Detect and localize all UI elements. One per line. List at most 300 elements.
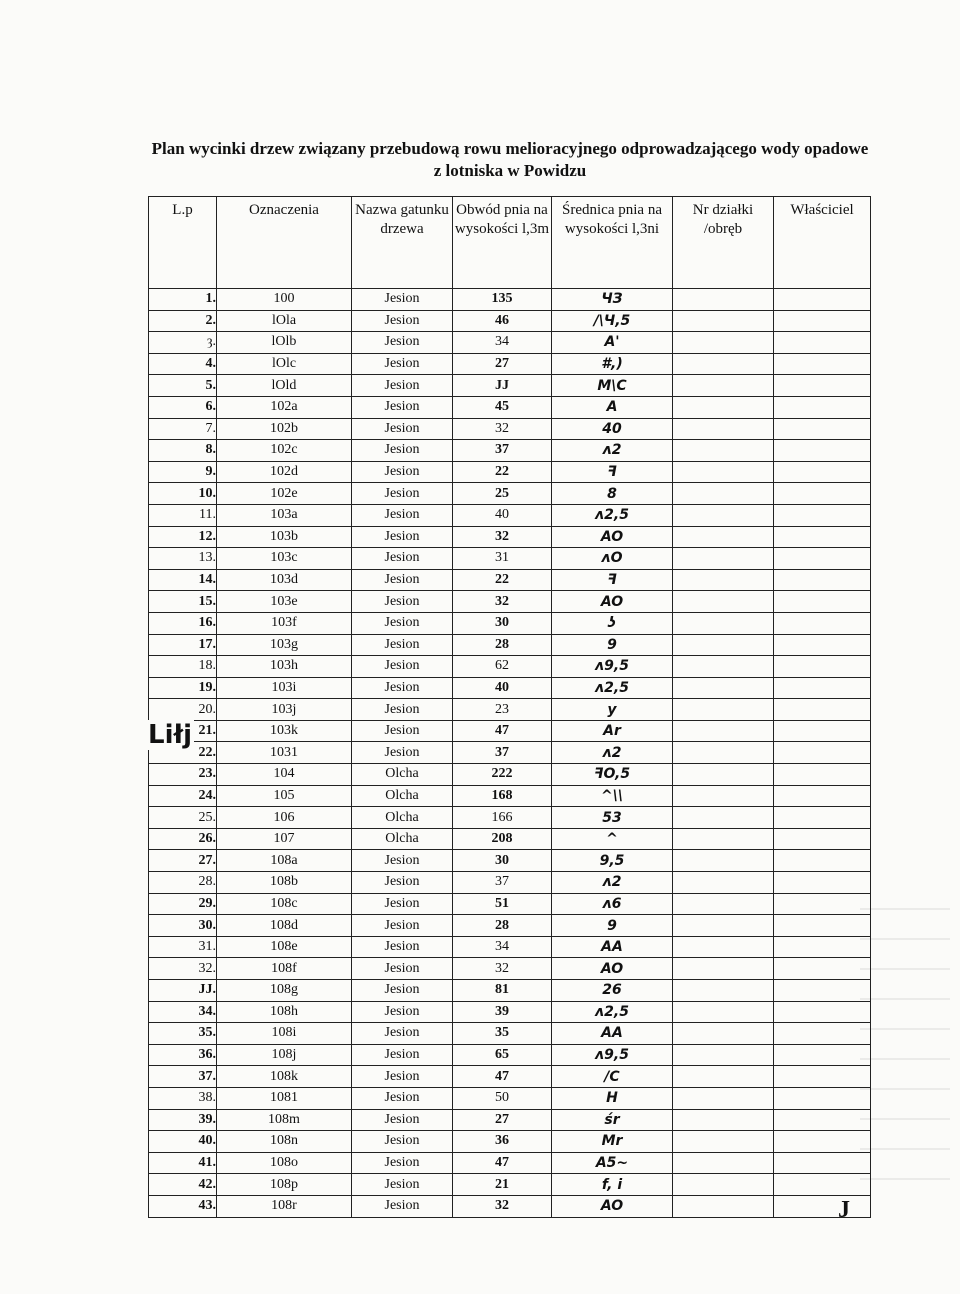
cell-plot	[673, 828, 774, 850]
cell-circumference: 37	[453, 440, 552, 462]
cell-diameter: 8	[552, 483, 673, 505]
cell-code: 108c	[217, 893, 352, 915]
table-row	[149, 872, 871, 894]
cell-plot	[673, 332, 774, 354]
cell-lp: 22.	[149, 742, 217, 764]
cell-circumference: 28	[453, 634, 552, 656]
cell-code: 108j	[217, 1044, 352, 1066]
cell-species: Jesion	[352, 526, 453, 548]
cell-diameter: /\Ч,5	[552, 310, 673, 332]
cell-lp: 40.	[149, 1131, 217, 1153]
cell-owner	[774, 742, 871, 764]
cell-code: lOlb	[217, 332, 352, 354]
cell-circumference: 25	[453, 483, 552, 505]
cell-plot	[673, 785, 774, 807]
cell-species: Jesion	[352, 1195, 453, 1217]
cell-code: 103b	[217, 526, 352, 548]
cell-species: Jesion	[352, 289, 453, 311]
cell-lp: 39.	[149, 1109, 217, 1131]
cell-circumference: 30	[453, 612, 552, 634]
table-row	[149, 656, 871, 678]
cell-code: 108o	[217, 1152, 352, 1174]
table-row	[149, 1023, 871, 1045]
table-row	[149, 677, 871, 699]
cell-lp: 30.	[149, 915, 217, 937]
cell-owner	[774, 591, 871, 613]
cell-circumference: 51	[453, 893, 552, 915]
cell-circumference: 37	[453, 742, 552, 764]
cell-lp: 7.	[149, 418, 217, 440]
header-species: Nazwa gatunku drzewa	[352, 197, 453, 289]
cell-species: Jesion	[352, 612, 453, 634]
header-owner: Właściciel	[774, 197, 871, 289]
table-row	[149, 504, 871, 526]
cell-code: 102d	[217, 461, 352, 483]
cell-owner	[774, 1044, 871, 1066]
cell-species: Jesion	[352, 720, 453, 742]
cell-lp: 19.	[149, 677, 217, 699]
cell-diameter: ʌ6	[552, 893, 673, 915]
cell-species: Jesion	[352, 936, 453, 958]
cell-diameter: ^\\	[552, 785, 673, 807]
cell-plot	[673, 1066, 774, 1088]
cell-lp: 6.	[149, 396, 217, 418]
cell-code: 103e	[217, 591, 352, 613]
cell-diameter: M\C	[552, 375, 673, 397]
cell-circumference: 32	[453, 591, 552, 613]
cell-species: Jesion	[352, 1174, 453, 1196]
table-row	[149, 1001, 871, 1023]
cell-code: 103h	[217, 656, 352, 678]
cell-owner	[774, 980, 871, 1002]
cell-lp: 12.	[149, 526, 217, 548]
cell-plot	[673, 958, 774, 980]
cell-plot	[673, 807, 774, 829]
cell-species: Jesion	[352, 1087, 453, 1109]
cell-code: 108f	[217, 958, 352, 980]
cell-diameter: /C	[552, 1066, 673, 1088]
table-row	[149, 1044, 871, 1066]
cell-species: Olcha	[352, 807, 453, 829]
cell-lp: 11.	[149, 504, 217, 526]
cell-plot	[673, 612, 774, 634]
cell-plot	[673, 980, 774, 1002]
cell-circumference: 28	[453, 915, 552, 937]
cell-plot	[673, 1131, 774, 1153]
cell-owner	[774, 634, 871, 656]
cell-circumference: 40	[453, 677, 552, 699]
cell-species: Jesion	[352, 1152, 453, 1174]
cell-circumference: 22	[453, 461, 552, 483]
cell-species: Jesion	[352, 656, 453, 678]
cell-owner	[774, 396, 871, 418]
cell-species: Olcha	[352, 785, 453, 807]
cell-code: 1081	[217, 1087, 352, 1109]
cell-owner	[774, 850, 871, 872]
background-bleed-through	[860, 880, 950, 1200]
table-row	[149, 612, 871, 634]
table-row	[149, 332, 871, 354]
cell-diameter: ꟻO,5	[552, 764, 673, 786]
cell-owner	[774, 526, 871, 548]
cell-diameter: A5~	[552, 1152, 673, 1174]
cell-species: Jesion	[352, 872, 453, 894]
table-row	[149, 591, 871, 613]
cell-species: Jesion	[352, 742, 453, 764]
cell-circumference: 81	[453, 980, 552, 1002]
cell-plot	[673, 893, 774, 915]
cell-plot	[673, 850, 774, 872]
cell-circumference: JJ	[453, 375, 552, 397]
cell-lp: 38.	[149, 1087, 217, 1109]
cell-lp: 4.	[149, 353, 217, 375]
cell-circumference: 34	[453, 936, 552, 958]
cell-diameter: Mr	[552, 1131, 673, 1153]
cell-owner	[774, 807, 871, 829]
cell-code: 108h	[217, 1001, 352, 1023]
cell-owner	[774, 936, 871, 958]
cell-circumference: 22	[453, 569, 552, 591]
cell-owner	[774, 418, 871, 440]
cell-plot	[673, 353, 774, 375]
cell-lp: 21.	[149, 720, 217, 742]
cell-circumference: 21	[453, 1174, 552, 1196]
cell-code: 106	[217, 807, 352, 829]
table-row	[149, 375, 871, 397]
cell-owner	[774, 612, 871, 634]
cell-circumference: 166	[453, 807, 552, 829]
cell-diameter: ꟻ	[552, 461, 673, 483]
cell-owner	[774, 958, 871, 980]
cell-lp: 28.	[149, 872, 217, 894]
cell-plot	[673, 720, 774, 742]
cell-plot	[673, 656, 774, 678]
cell-owner	[774, 569, 871, 591]
cell-diameter: 9	[552, 634, 673, 656]
cell-species: Jesion	[352, 569, 453, 591]
cell-lp: 8.	[149, 440, 217, 462]
cell-owner	[774, 483, 871, 505]
cell-diameter: ʌ2	[552, 742, 673, 764]
table-row	[149, 764, 871, 786]
cell-owner	[774, 915, 871, 937]
table-row	[149, 1066, 871, 1088]
cell-lp: 32.	[149, 958, 217, 980]
cell-circumference: 222	[453, 764, 552, 786]
cell-diameter: A	[552, 396, 673, 418]
cell-code: 100	[217, 289, 352, 311]
cell-owner	[774, 893, 871, 915]
table-row	[149, 936, 871, 958]
cell-owner	[774, 310, 871, 332]
cell-lp: 17.	[149, 634, 217, 656]
cell-species: Jesion	[352, 332, 453, 354]
cell-code: 104	[217, 764, 352, 786]
cell-owner	[774, 1131, 871, 1153]
cell-diameter: H	[552, 1087, 673, 1109]
header-diameter: Średnica pnia na wysokości l,3ni	[552, 197, 673, 289]
table-row	[149, 548, 871, 570]
cell-lp: 43.	[149, 1195, 217, 1217]
cell-diameter: śr	[552, 1109, 673, 1131]
cell-code: lOla	[217, 310, 352, 332]
cell-species: Jesion	[352, 1066, 453, 1088]
handwritten-dash	[600, 849, 680, 850]
cell-code: 103g	[217, 634, 352, 656]
cell-plot	[673, 1174, 774, 1196]
cell-circumference: 37	[453, 872, 552, 894]
cell-plot	[673, 310, 774, 332]
cell-plot	[673, 936, 774, 958]
table-row	[149, 785, 871, 807]
cell-species: Jesion	[352, 504, 453, 526]
cell-owner	[774, 1001, 871, 1023]
cell-code: 108n	[217, 1131, 352, 1153]
cell-circumference: 45	[453, 396, 552, 418]
cell-plot	[673, 1195, 774, 1217]
cell-code: 108r	[217, 1195, 352, 1217]
tree-felling-table	[148, 196, 871, 1218]
cell-owner	[774, 1195, 871, 1217]
cell-owner	[774, 289, 871, 311]
cell-lp: 37.	[149, 1066, 217, 1088]
cell-species: Jesion	[352, 310, 453, 332]
table-row	[149, 980, 871, 1002]
table-row	[149, 828, 871, 850]
cell-owner	[774, 353, 871, 375]
cell-plot	[673, 699, 774, 721]
cell-diameter: f, i	[552, 1174, 673, 1196]
table-row	[149, 418, 871, 440]
cell-circumference: 34	[453, 332, 552, 354]
cell-owner	[774, 785, 871, 807]
cell-circumference: 32	[453, 418, 552, 440]
cell-circumference: 135	[453, 289, 552, 311]
header-lp: L.p	[149, 197, 217, 289]
cell-lp: 9.	[149, 461, 217, 483]
cell-diameter: ʌ9,5	[552, 656, 673, 678]
cell-diameter: #,)	[552, 353, 673, 375]
cell-code: 108g	[217, 980, 352, 1002]
cell-code: 102a	[217, 396, 352, 418]
cell-code: 103a	[217, 504, 352, 526]
cell-owner	[774, 1066, 871, 1088]
cell-species: Jesion	[352, 893, 453, 915]
cell-species: Jesion	[352, 958, 453, 980]
table-row	[149, 461, 871, 483]
cell-owner	[774, 764, 871, 786]
header-row	[149, 197, 871, 289]
cell-lp: 14.	[149, 569, 217, 591]
cell-diameter: 40	[552, 418, 673, 440]
cell-circumference: 208	[453, 828, 552, 850]
cell-lp: 42.	[149, 1174, 217, 1196]
cell-diameter: 53	[552, 807, 673, 829]
cell-plot	[673, 526, 774, 548]
cell-diameter: ʌ9,5	[552, 1044, 673, 1066]
cell-species: Jesion	[352, 915, 453, 937]
cell-diameter: ^	[552, 828, 673, 850]
table-row	[149, 396, 871, 418]
cell-owner	[774, 656, 871, 678]
cell-circumference: 47	[453, 720, 552, 742]
cell-lp: 24.	[149, 785, 217, 807]
cell-code: 102c	[217, 440, 352, 462]
cell-species: Jesion	[352, 634, 453, 656]
cell-lp: 36.	[149, 1044, 217, 1066]
table-row	[149, 958, 871, 980]
cell-code: 108i	[217, 1023, 352, 1045]
cell-code: 108d	[217, 915, 352, 937]
table-row	[149, 720, 871, 742]
cell-plot	[673, 418, 774, 440]
cell-species: Jesion	[352, 699, 453, 721]
cell-species: Jesion	[352, 1044, 453, 1066]
cell-code: 108a	[217, 850, 352, 872]
table-row	[149, 526, 871, 548]
cell-species: Jesion	[352, 396, 453, 418]
table-row	[149, 893, 871, 915]
cell-owner	[774, 332, 871, 354]
cell-species: Jesion	[352, 1023, 453, 1045]
cell-species: Jesion	[352, 677, 453, 699]
cell-circumference: 62	[453, 656, 552, 678]
cell-lp: 26.	[149, 828, 217, 850]
cell-plot	[673, 375, 774, 397]
cell-plot	[673, 634, 774, 656]
cell-diameter: y	[552, 699, 673, 721]
cell-plot	[673, 569, 774, 591]
cell-plot	[673, 483, 774, 505]
cell-code: 108m	[217, 1109, 352, 1131]
cell-lp: 20.	[149, 699, 217, 721]
cell-circumference: 168	[453, 785, 552, 807]
cell-lp: 41.	[149, 1152, 217, 1174]
cell-plot	[673, 1152, 774, 1174]
table-row	[149, 634, 871, 656]
cell-species: Jesion	[352, 353, 453, 375]
cell-plot	[673, 872, 774, 894]
cell-code: 103j	[217, 699, 352, 721]
cell-code: 102e	[217, 483, 352, 505]
cell-circumference: 32	[453, 1195, 552, 1217]
cell-lp: 18.	[149, 656, 217, 678]
cell-code: 103c	[217, 548, 352, 570]
cell-diameter: AO	[552, 526, 673, 548]
table-row	[149, 310, 871, 332]
cell-plot	[673, 1109, 774, 1131]
cell-owner	[774, 504, 871, 526]
cell-owner	[774, 375, 871, 397]
cell-plot	[673, 1023, 774, 1045]
cell-code: 103f	[217, 612, 352, 634]
table-row	[149, 1131, 871, 1153]
header-code: Oznaczenia	[217, 197, 352, 289]
cell-plot	[673, 1087, 774, 1109]
cell-diameter: ʌ2,5	[552, 1001, 673, 1023]
cell-species: Jesion	[352, 375, 453, 397]
cell-plot	[673, 677, 774, 699]
cell-circumference: 32	[453, 526, 552, 548]
cell-circumference: 47	[453, 1152, 552, 1174]
cell-lp: 13.	[149, 548, 217, 570]
cell-diameter: AA	[552, 936, 673, 958]
cell-code: 103k	[217, 720, 352, 742]
cell-plot	[673, 591, 774, 613]
table-row	[149, 289, 871, 311]
cell-species: Jesion	[352, 483, 453, 505]
cell-species: Jesion	[352, 1131, 453, 1153]
corner-mark: J	[838, 1197, 850, 1223]
cell-circumference: 32	[453, 958, 552, 980]
table-row	[149, 742, 871, 764]
cell-code: 105	[217, 785, 352, 807]
cell-diameter: AA	[552, 1023, 673, 1045]
table-body	[149, 289, 871, 1218]
cell-owner	[774, 872, 871, 894]
cell-circumference: 35	[453, 1023, 552, 1045]
table-row	[149, 440, 871, 462]
table-row	[149, 807, 871, 829]
cell-diameter: Ar	[552, 720, 673, 742]
cell-diameter: ЧЗ	[552, 289, 673, 311]
cell-circumference: 47	[453, 1066, 552, 1088]
cell-code: 108p	[217, 1174, 352, 1196]
cell-code: 108e	[217, 936, 352, 958]
cell-species: Jesion	[352, 1001, 453, 1023]
cell-owner	[774, 1087, 871, 1109]
cell-lp: 5.	[149, 375, 217, 397]
table-row	[149, 699, 871, 721]
cell-lp: ȝ.	[149, 332, 217, 354]
cell-species: Jesion	[352, 850, 453, 872]
cell-lp: 2.	[149, 310, 217, 332]
table-row	[149, 353, 871, 375]
cell-plot	[673, 1044, 774, 1066]
cell-circumference: 23	[453, 699, 552, 721]
cell-plot	[673, 504, 774, 526]
cell-plot	[673, 915, 774, 937]
cell-circumference: 30	[453, 850, 552, 872]
cell-species: Jesion	[352, 461, 453, 483]
cell-species: Jesion	[352, 440, 453, 462]
cell-circumference: 31	[453, 548, 552, 570]
cell-diameter: ʖ	[552, 612, 673, 634]
cell-circumference: 39	[453, 1001, 552, 1023]
cell-diameter: 9,5	[552, 850, 673, 872]
cell-diameter: ʌ2	[552, 872, 673, 894]
header-plot: Nr działki /obręb	[673, 197, 774, 289]
margin-stamp: Liłj	[148, 720, 193, 750]
cell-owner	[774, 548, 871, 570]
cell-owner	[774, 699, 871, 721]
cell-diameter: ꟻ	[552, 569, 673, 591]
cell-circumference: 65	[453, 1044, 552, 1066]
cell-diameter: 26	[552, 980, 673, 1002]
cell-lp: 10.	[149, 483, 217, 505]
cell-circumference: 27	[453, 1109, 552, 1131]
table-row	[149, 850, 871, 872]
cell-diameter: AO	[552, 958, 673, 980]
cell-code: 102b	[217, 418, 352, 440]
cell-lp: 35.	[149, 1023, 217, 1045]
cell-circumference: 40	[453, 504, 552, 526]
cell-diameter: AO	[552, 591, 673, 613]
cell-owner	[774, 720, 871, 742]
table-row	[149, 1109, 871, 1131]
table-row	[149, 1087, 871, 1109]
cell-circumference: 50	[453, 1087, 552, 1109]
